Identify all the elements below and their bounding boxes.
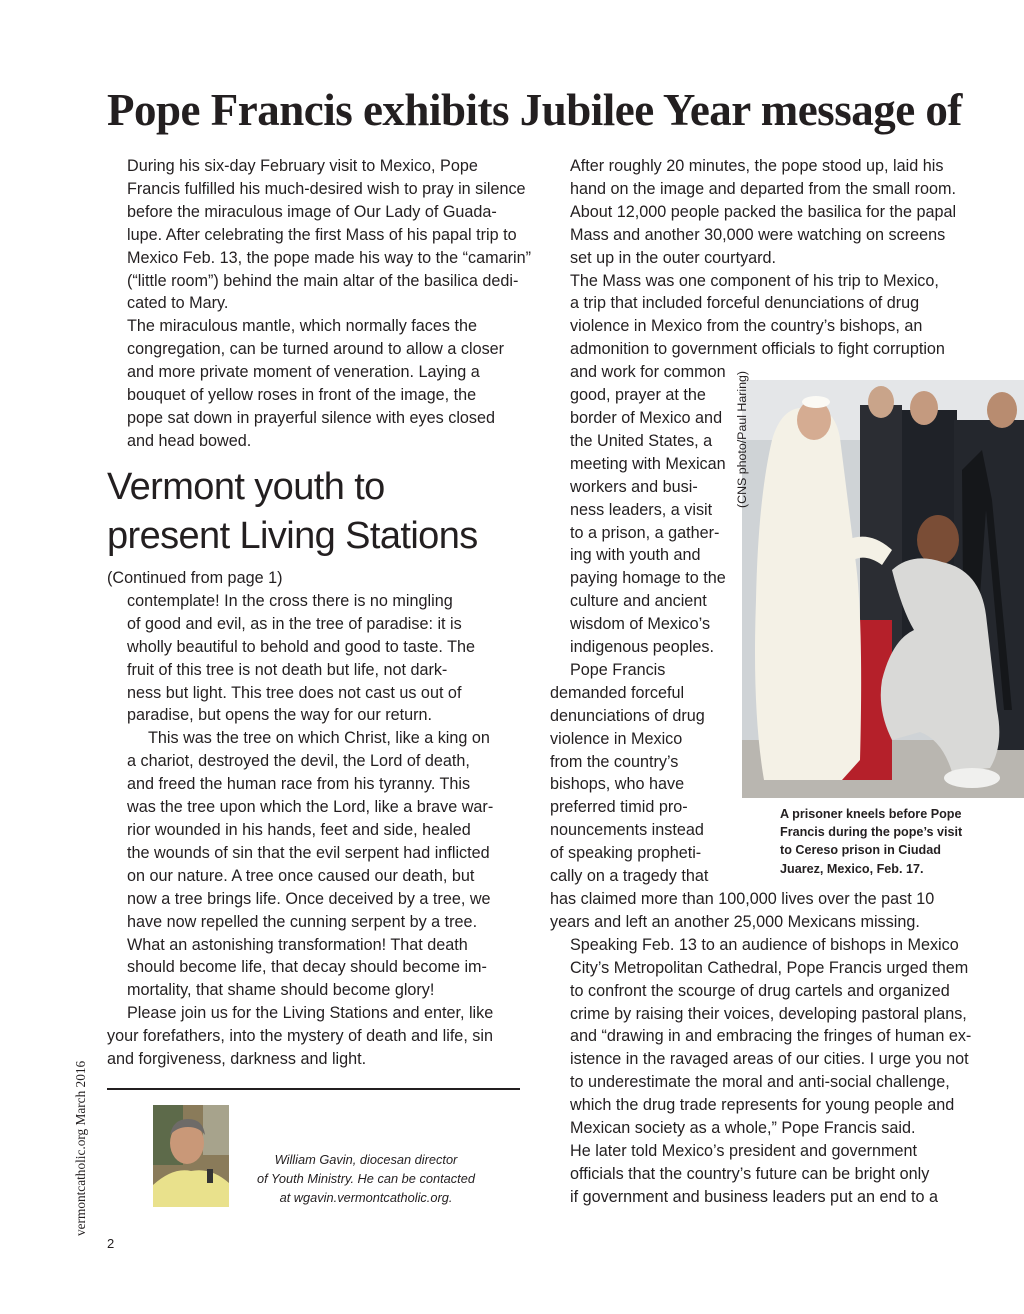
- paragraph: He later told Mexico’s president and government officials that the country’s future can be bright only if government and business leaders put an end to a: [570, 1141, 939, 1206]
- sidebar-folio: vermontcatholic.org March 2016: [73, 1060, 88, 1236]
- pope-article-left: [107, 155, 531, 453]
- paragraph: Please join us for the Living Stations and enter, like your forefathers, into the mystery of death and life, sin and forgiveness, darkness and light.: [107, 1004, 494, 1069]
- author-photo-image: [153, 1105, 229, 1207]
- author-photo: [153, 1105, 229, 1207]
- youth-article-title: Vermont youth to present Living Stations: [107, 466, 478, 557]
- paragraph: The Mass was one component of his trip to Mexico, a trip that included forceful denunciations of drug violence in Mexico from the country’s bishops, an admonition to government officials to fight corruption and work for common good, prayer at the border of Mexico and the United States, a meeting with Mexican workers and busi- ness leaders, a visit to a prison, a gather- ing with youth and paying homage to the culture and ancient wisdom of Mexico’s indigenous peoples.: [570, 271, 945, 657]
- paragraph: Pope Francis demanded forceful denunciations of drug violence in Mexico from the country’s bishops, who have preferred timid pro- nouncements instead of speaking propheti- cally on a tragedy that has claimed more than 100,000 lives over the past 10 years and left an another 25,000 Mexicans missing.: [550, 660, 935, 931]
- paragraph: This was the tree on which Christ, like a king on a chariot, destroyed the devil, the Lord of death, and freed the human race from his tyranny. This was the tree upon which the Lord, like a brave war- rior wounded in his hands, feet and side, healed the wounds of sin that the evil serpent had inflicted on our nature. A tree once caused our death, but now a tree brings life. Once deceived by a tree, we have now repelled the cunning serpent by a tree. What an astonishing transformation! That death should become life, that decay should become im- mortality, that shame should become glory!: [127, 729, 494, 1000]
- pope-prisoner-photo: [742, 380, 1024, 798]
- paragraph: contemplate! In the cross there is no mingling of good and evil, as in the tree of paradise: it is wholly beautiful to behold and good to taste. The fruit of this tree is not death but life, not dark- ness but light. This tree does not cast us out of paradise, but opens the way for our return.: [127, 591, 475, 725]
- paragraph: The miraculous mantle, which normally faces the congregation, can be turned around to allow a closer and more private moment of veneration. Laying a bouquet of yellow roses in front of the image, the pope sat down in prayerful silence with eyes closed and head bowed.: [127, 317, 505, 450]
- page-number: 2: [107, 1236, 115, 1251]
- paragraph: After roughly 20 minutes, the pope stood up, laid his hand on the image and departed from the small room. About 12,000 people packed the basilica for the papal Mass and another 30,000 were watching on screens set up in the outer courtyard.: [570, 157, 957, 267]
- photo-caption: A prisoner kneels before Pope Francis during the pope’s visit to Cereso prison in Ciudad Juarez, Mexico, Feb. 17.: [780, 807, 963, 876]
- paragraph: During his six-day February visit to Mexico, Pope Francis fulfilled his much-desired wish to pray in silence before the miraculous image of Our Lady of Guada- lupe. After celebrating the first Mass of his papal trip to Mexico Feb. 13, the pope made his way to the “camarin” (“little room”) behind the main altar of the basilica dedi- cated to Mary.: [127, 157, 531, 313]
- photo-credit: (CNS photo/Paul Haring): [735, 370, 749, 508]
- continued-note: (Continued from page 1): [107, 569, 283, 587]
- headline: Pope Francis exhibits Jubilee Year message of: [107, 85, 962, 135]
- divider: [107, 1088, 520, 1090]
- youth-article-body: [107, 567, 527, 1071]
- paragraph: Speaking Feb. 13 to an audience of bishops in Mexico City’s Metropolitan Cathedral, Pope Francis urged them to confront the scourge of drug cartels and organized crime by raising their voices, developing pastoral plans, and “drawing in and embracing the fringes of human ex- istence in the ravaged areas of our cities. I urge you not to underestimate the moral and anti-social challenge, which the drug trade represents for young people and Mexican society as a whole,” Pope Francis said.: [570, 935, 972, 1138]
- photo-illustration: [742, 380, 1024, 798]
- author-bio: William Gavin, diocesan director of Youth Ministry. He can be contacted at wgavin.vermontcatholic.org.: [257, 1152, 475, 1205]
